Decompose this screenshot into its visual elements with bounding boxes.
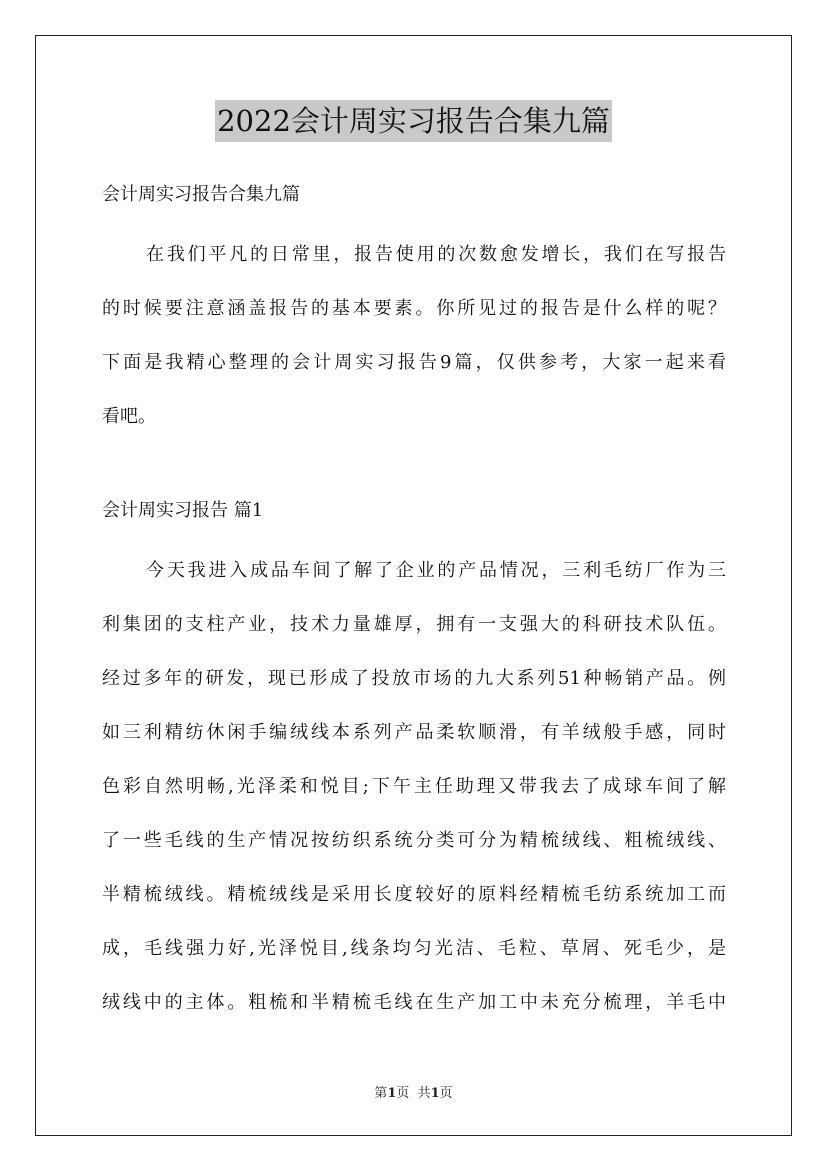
paragraph-line: 如三利精纺休闲手编绒线本系列产品柔软顺滑，有羊绒般手感，同时 [102, 722, 726, 743]
section-paragraph [102, 544, 726, 1030]
total-page-number: 1 [430, 1086, 440, 1101]
paragraph-line: 看吧。 [102, 406, 156, 427]
paragraph-line: 半精梳绒线。精梳绒线是采用长度较好的原料经精梳毛纺系统加工而 [102, 884, 726, 905]
document-body [102, 178, 726, 1030]
title-container [0, 100, 827, 142]
section-spacer [102, 444, 726, 494]
paragraph-line: 了一些毛线的生产情况按纺织系统分类可分为精梳绒线、粗梳绒线、 [102, 830, 726, 851]
paragraph-line: 经过多年的研发，现已形成了投放市场的九大系列51种畅销产品。例 [102, 668, 726, 689]
current-page-number: 1 [387, 1086, 397, 1101]
paragraph-line: 绒线中的主体。粗梳和半精梳毛线在生产加工中未充分梳理，羊毛中 [102, 992, 726, 1013]
paragraph-line: 今天我进入成品车间了解了企业的产品情况，三利毛纺厂作为三 [146, 560, 726, 581]
document-subtitle: 会计周实习报告合集九篇 [102, 184, 300, 205]
page-footer [0, 1082, 827, 1101]
paragraph-line: 下面是我精心整理的会计周实习报告9篇，仅供参考，大家一起来看 [102, 352, 726, 373]
paragraph-line: 利集团的支柱产业，技术力量雄厚，拥有一支强大的科研技术队伍。 [102, 614, 726, 635]
footer-suffix: 页 [439, 1086, 453, 1101]
footer-middle: 页 共 [396, 1086, 431, 1101]
section-heading: 会计周实习报告 篇1 [102, 500, 264, 521]
intro-paragraph [102, 228, 726, 444]
paragraph-line: 色彩自然明畅,光泽柔和悦目;下午主任助理又带我去了成球车间了解 [102, 776, 726, 797]
document-title: 2022会计周实习报告合集九篇 [215, 100, 612, 142]
paragraph-line: 成，毛线强力好,光泽悦目,线条均匀光洁、毛粒、草屑、死毛少，是 [102, 938, 726, 959]
footer-prefix: 第 [374, 1086, 388, 1101]
paragraph-line: 的时候要注意涵盖报告的基本要素。你所见过的报告是什么样的呢？ [102, 298, 726, 319]
paragraph-line: 在我们平凡的日常里，报告使用的次数愈发增长，我们在写报告 [146, 244, 726, 265]
